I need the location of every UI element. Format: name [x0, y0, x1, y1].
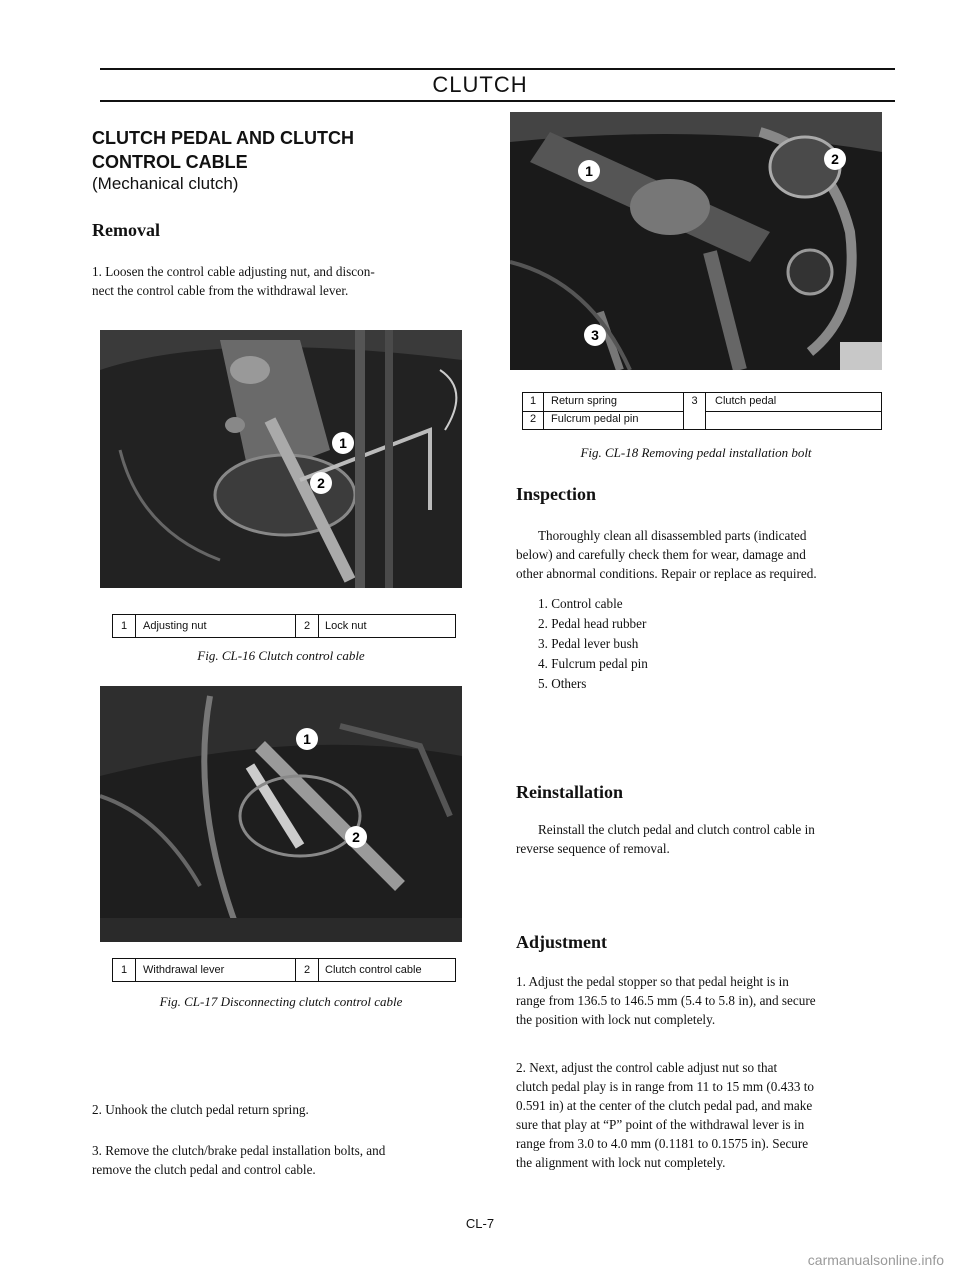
- removal-heading: Removal: [92, 220, 160, 240]
- fig16-legend-label-1: Adjusting nut: [143, 620, 207, 632]
- section-title-line2: CONTROL CABLE: [92, 152, 248, 172]
- fig17-legend-num-1: 1: [113, 959, 136, 981]
- reinstallation-line2: reverse sequence of removal.: [516, 841, 670, 856]
- section-subtitle: (Mechanical clutch): [92, 174, 239, 193]
- fig18-legend-right-divider: [706, 411, 881, 412]
- adjustment-heading: Adjustment: [516, 932, 608, 952]
- adjustment-step1-line1: 1. Adjust the pedal stopper so that pedal height is in: [516, 974, 789, 989]
- fig18-legend-label-1: Return spring: [551, 395, 618, 407]
- inspection-item-3: 3. Pedal lever bush: [538, 636, 639, 651]
- fig18-callout-2: 2: [824, 148, 846, 170]
- fig16-legend-label-2: Lock nut: [325, 620, 367, 632]
- fig17-legend: [112, 958, 456, 982]
- fig18-callout-1: 1: [578, 160, 600, 182]
- inspection-line3: other abnormal conditions. Repair or replace as required.: [516, 566, 817, 581]
- adjustment-step2-line3: 0.591 in) at the center of the clutch pedal pad, and make: [516, 1098, 813, 1113]
- fig16-legend: [112, 614, 456, 638]
- fig18-legend-num-3: 3: [691, 395, 698, 407]
- adjustment-step2-line6: the alignment with lock nut completely.: [516, 1155, 726, 1170]
- fig17-photo: [100, 686, 462, 942]
- fig17-legend-label-1: Withdrawal lever: [143, 964, 225, 976]
- inspection-heading: Inspection: [516, 484, 597, 504]
- fig16-legend-num-1: 1: [113, 615, 136, 637]
- inspection-line1: Thoroughly clean all disassembled parts (indicated: [538, 528, 807, 543]
- fig16-caption: Fig. CL-16 Clutch control cable: [197, 648, 365, 663]
- fig17-caption: Fig. CL-17 Disconnecting clutch control cable: [159, 994, 403, 1009]
- removal-step2: 2. Unhook the clutch pedal return spring.: [92, 1102, 309, 1117]
- inspection-line2: below) and carefully check them for wear, damage and: [516, 547, 806, 562]
- fig18-legend-label-2: Fulcrum pedal pin: [551, 413, 639, 425]
- fig18-legend: [522, 392, 882, 430]
- adjustment-step1-line3: the position with lock nut completely.: [516, 1012, 716, 1027]
- fig17-callout-1: 1: [296, 728, 318, 750]
- removal-step3-line2: remove the clutch pedal and control cable.: [92, 1162, 316, 1177]
- removal-step1-line2: nect the control cable from the withdrawal lever.: [92, 283, 349, 298]
- adjustment-step2-line2: clutch pedal play is in range from 11 to 15 mm (0.433 to: [516, 1079, 814, 1094]
- header-rule-bottom: [100, 100, 895, 102]
- fig18-caption: Fig. CL-18 Removing pedal installation bolt: [580, 445, 812, 460]
- adjustment-step2-line5: range from 3.0 to 4.0 mm (0.1181 to 0.1575 in). Secure: [516, 1136, 809, 1151]
- reinstallation-heading: Reinstallation: [516, 782, 624, 802]
- fig16-callout-1: 1: [332, 432, 354, 454]
- adjustment-step2-line4: sure that play at “P” point of the withdrawal lever is in: [516, 1117, 805, 1132]
- inspection-item-5: 5. Others: [538, 676, 587, 691]
- removal-step3-line1: 3. Remove the clutch/brake pedal installation bolts, and: [92, 1143, 386, 1158]
- header-rule-top: [100, 68, 895, 70]
- fig18-photo: [510, 112, 882, 370]
- page-header-title: CLUTCH: [432, 72, 528, 97]
- fig17-callout-2: 2: [345, 826, 367, 848]
- page-number: CL-7: [465, 1216, 495, 1231]
- fig17-legend-num-2: 2: [295, 959, 319, 981]
- inspection-item-4: 4. Fulcrum pedal pin: [538, 656, 648, 671]
- fig17-legend-label-2: Clutch control cable: [325, 964, 422, 976]
- inspection-item-1: 1. Control cable: [538, 596, 623, 611]
- fig18-callout-3: 3: [584, 324, 606, 346]
- fig18-legend-row-divider: [523, 411, 683, 412]
- fig16-legend-num-2: 2: [295, 615, 319, 637]
- adjustment-step1-line2: range from 136.5 to 146.5 mm (5.4 to 5.8 in), and secure: [516, 993, 816, 1008]
- inspection-item-2: 2. Pedal head rubber: [538, 616, 647, 631]
- fig16-callout-2: 2: [310, 472, 332, 494]
- watermark: carmanualsonline.info: [807, 1252, 944, 1268]
- fig18-legend-num-1: 1: [529, 395, 537, 407]
- fig16-photo: [100, 330, 462, 588]
- fig18-legend-label-3: Clutch pedal: [715, 395, 777, 407]
- reinstallation-line1: Reinstall the clutch pedal and clutch control cable in: [538, 822, 815, 837]
- section-title-line1: CLUTCH PEDAL AND CLUTCH: [92, 128, 354, 148]
- fig18-legend-num-2: 2: [529, 413, 537, 425]
- removal-step1-line1: 1. Loosen the control cable adjusting nut, and discon-: [92, 264, 375, 279]
- adjustment-step2-line1: 2. Next, adjust the control cable adjust nut so that: [516, 1060, 778, 1075]
